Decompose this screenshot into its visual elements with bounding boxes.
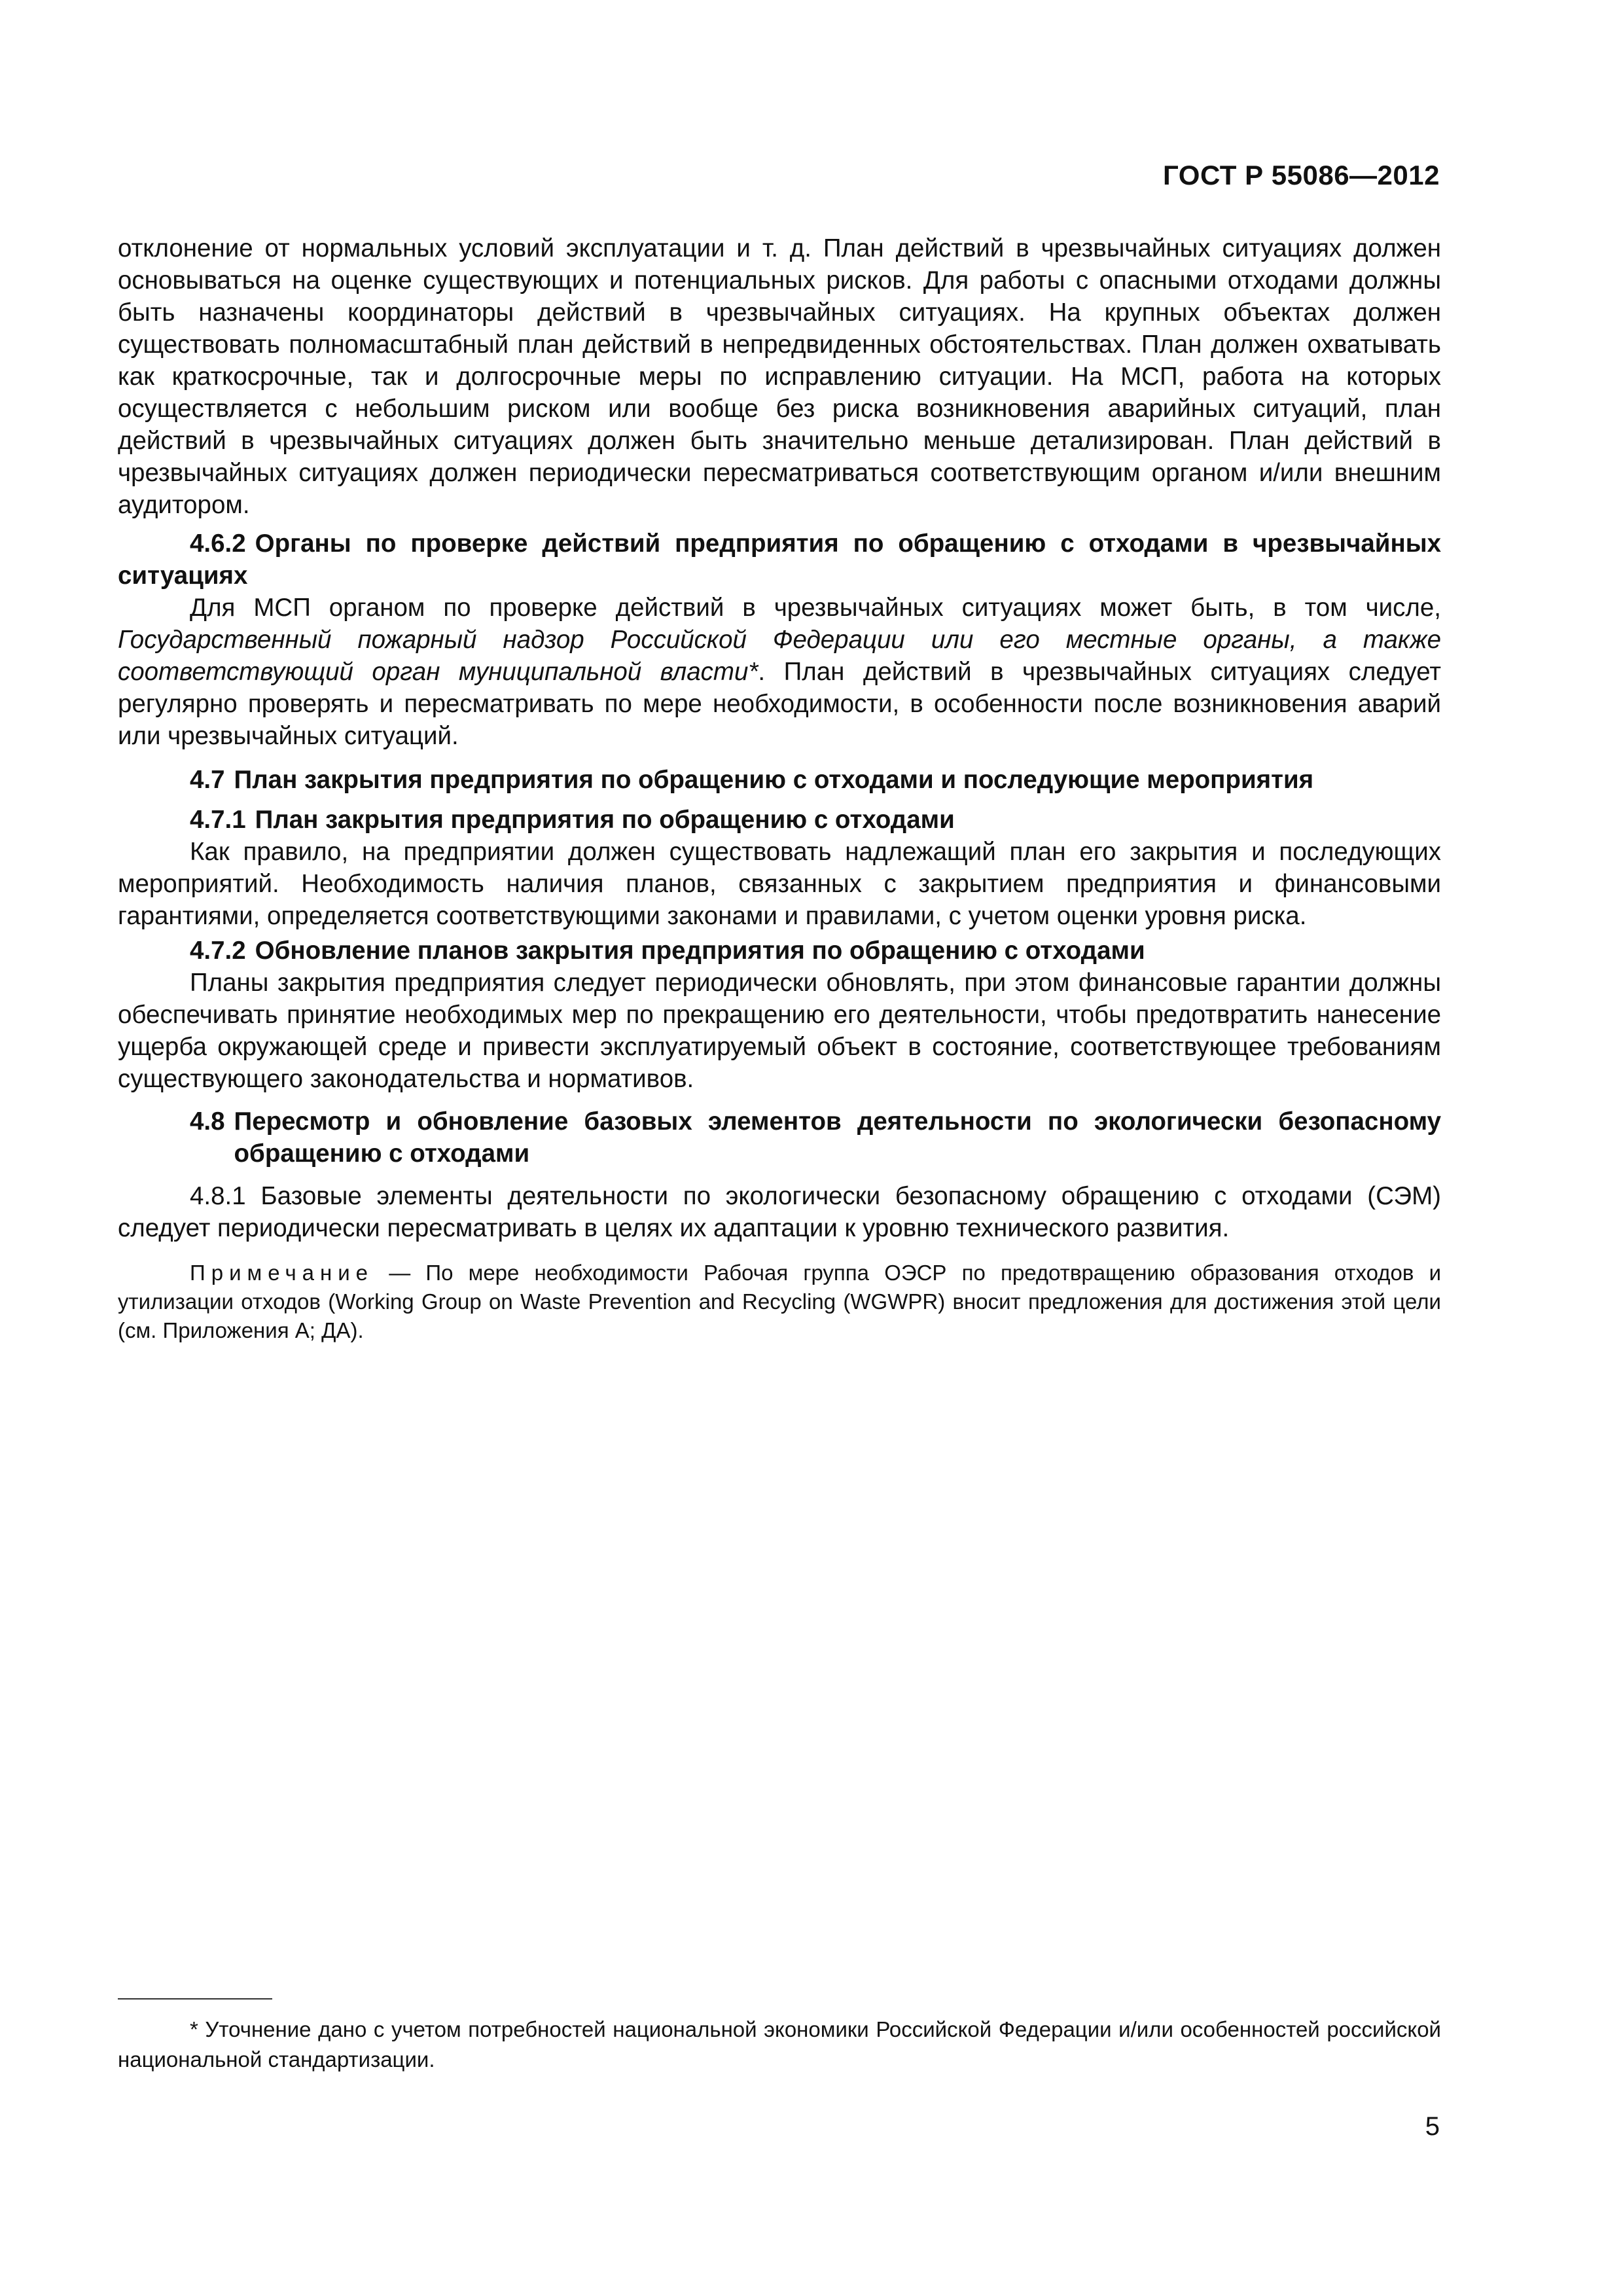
footnote-divider [118,1998,272,2000]
section-number: 4.6.2 [190,529,246,558]
section-heading-4-6-2 [118,528,1441,592]
section-title: Пересмотр и обновление базовых элементов деятельности по экологически безопасному обращению с отходами [234,1107,1441,1168]
section-heading-4-7-1 [118,804,1441,836]
section-paragraph-4-8-1: 4.8.1 Базовые элементы деятельности по экологически безопасному обращению с отходами (СЭМ) следует периодически пересматривать в целях их адаптации к уровню технического развития. [118,1182,1441,1242]
section-heading-4-8 [118,1105,1441,1170]
note-text: — По мере необходимости Рабочая группа ОЭСР по предотвращению образования отходов и утилизации отходов (Working Group on Waste Prevention and Recycling (WGWPR) вносит предложения для достижения этой цели (см. Приложения А; ДА). [118,1261,1441,1342]
note-label: Примечание [190,1261,374,1285]
paragraph-text: . План действий в чрезвычайных ситуациях следует регулярно проверять и пересматривать по мере необходимости, в особенности после возникновения аварий или чрезвычайных ситуаций. [118,658,1441,750]
page-number: 5 [1425,2112,1440,2141]
section-title: План закрытия предприятия по обращению с отходами и последующие мероприятия [234,766,1314,794]
section-heading-4-7-2 [118,935,1441,967]
section-number: 4.8 [190,1107,225,1136]
page-content [118,232,1441,1345]
section-number: 4.7.1 [190,806,246,834]
section-number: 4.7 [190,766,225,794]
paragraph-italic-text: Государственный пожарный надзор Российской Федерации или его местные органы, а также соответствующий орган муниципальной власти* [118,626,1441,686]
section-paragraph-4-7-1: Как правило, на предприятии должен существовать надлежащий план его закрытия и последующих мероприятий. Необходимость наличия планов, связанных с закрытием предприятия и финансовыми гарантиями, определяется соответствующими законами и правилами, с учетом оценки уровня риска. [118,838,1441,930]
paragraph-text: Для МСП органом по проверке действий в чрезвычайных ситуациях может быть, в том числе, [190,594,1441,622]
section-number: 4.7.2 [190,937,246,965]
section-title: Органы по проверке действий предприятия по обращению с отходами в чрезвычайных ситуациях [118,529,1441,590]
section-paragraph-4-7-2: Планы закрытия предприятия следует периодически обновлять, при этом финансовые гарантии должны обеспечивать принятие необходимых мер по прекращению его деятельности, чтобы предотвратить нанесение ущерба окружающей среде и привести эксплуатируемый объект в состояние, соответствующее требованиям существующего законодательства и нормативов. [118,969,1441,1093]
section-title: Обновление планов закрытия предприятия по обращению с отходами [255,937,1145,965]
footnote: * Уточнение дано с учетом потребностей национальной экономики Российской Федерации и/или особенностей российской национальной стандартизации. [118,2017,1441,2072]
section-heading-4-7 [118,764,1441,796]
section-title: План закрытия предприятия по обращению с отходами [255,806,955,834]
standard-code-header: ГОСТ Р 55086—2012 [1163,160,1440,190]
continuation-paragraph: отклонение от нормальных условий эксплуатации и т. д. План действий в чрезвычайных ситуациях должен основываться на оценке существующих и потенциальных рисков. Для работы с опасными отходами должны быть назначены координаторы действий в чрезвычайных ситуациях. На крупных объектах должен существовать полномасштабный план действий в непредвиденных обстоятельствах. План должен охватывать как краткосрочные, так и долгосрочные меры по исправлению ситуации. На МСП, работа на которых осуществляется с небольшим риском или вообще без риска возникновения аварийных ситуаций, план действий в чрезвычайных ситуациях должен быть значительно меньше детализирован. План действий в чрезвычайных ситуациях должен периодически пересматриваться соответствующим органом и/или внешним аудитором. [118,234,1441,519]
section-paragraph-4-6-2 [118,592,1441,752]
note-paragraph [118,1259,1441,1345]
